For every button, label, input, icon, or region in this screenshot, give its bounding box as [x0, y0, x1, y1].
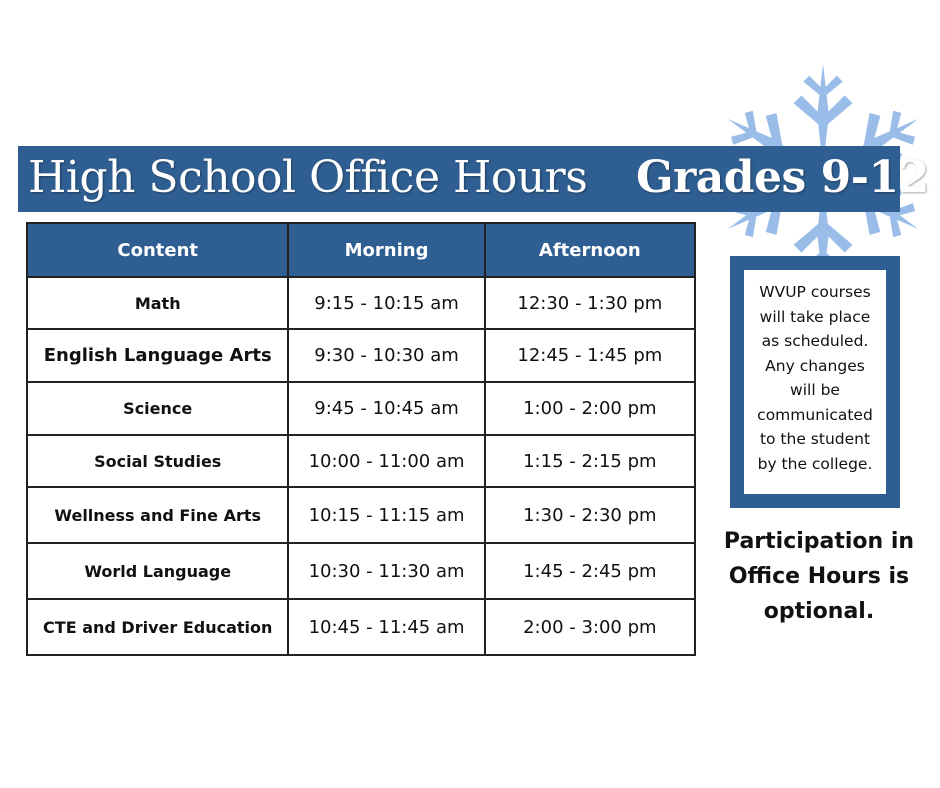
table-row: [27, 277, 695, 329]
office-hours-table: [26, 222, 696, 656]
table-header-row: [27, 223, 695, 277]
participation-line: Office Hours is: [728, 564, 910, 589]
note-line: will be: [790, 381, 840, 399]
note-line: communicated: [757, 405, 873, 424]
row-content: CTE and Driver Education: [27, 599, 288, 655]
row-morning: 10:00 - 11:00 am: [288, 435, 484, 487]
row-morning: 9:15 - 10:15 am: [288, 277, 484, 329]
row-afternoon: 1:45 - 2:45 pm: [485, 543, 695, 599]
page-title: High School Office Hours: [28, 152, 588, 203]
row-afternoon: 12:30 - 1:30 pm: [485, 277, 695, 329]
note-line: will take place: [759, 307, 871, 326]
row-afternoon: 1:00 - 2:00 pm: [485, 382, 695, 435]
row-content: Math: [27, 277, 288, 329]
row-content: Science: [27, 382, 288, 435]
note-line: as scheduled.: [761, 332, 869, 350]
table-row: [27, 599, 695, 655]
row-content: English Language Arts: [27, 329, 288, 382]
table-row: [27, 382, 695, 435]
participation-line: Participation in: [723, 529, 915, 554]
row-content: Wellness and Fine Arts: [27, 487, 288, 543]
participation-notice: [708, 524, 930, 629]
row-morning: 10:30 - 11:30 am: [288, 543, 484, 599]
table-row: [27, 435, 695, 487]
header-morning: Morning: [288, 223, 484, 277]
row-afternoon: 12:45 - 1:45 pm: [485, 329, 695, 382]
note-line: by the college.: [757, 454, 873, 473]
participation-line: optional.: [763, 599, 875, 624]
table-row: [27, 329, 695, 382]
row-content: World Language: [27, 543, 288, 599]
row-content: Social Studies: [27, 435, 288, 487]
table-row: [27, 543, 695, 599]
header-content: Content: [27, 223, 288, 277]
table-row: [27, 487, 695, 543]
row-afternoon: 2:00 - 3:00 pm: [485, 599, 695, 655]
row-morning: 9:30 - 10:30 am: [288, 329, 484, 382]
note-line: WVUP courses: [759, 283, 871, 301]
row-afternoon: 1:30 - 2:30 pm: [485, 487, 695, 543]
row-morning: 10:15 - 11:15 am: [288, 487, 484, 543]
note-line: to the student: [759, 430, 871, 448]
header-afternoon: Afternoon: [485, 223, 695, 277]
row-morning: 10:45 - 11:45 am: [288, 599, 484, 655]
note-line: Any changes: [765, 356, 865, 375]
wvup-note-box: [730, 256, 900, 508]
grades-label: Grades 9-12: [636, 152, 929, 203]
wvup-note-text: [744, 270, 886, 494]
row-morning: 9:45 - 10:45 am: [288, 382, 484, 435]
row-afternoon: 1:15 - 2:15 pm: [485, 435, 695, 487]
